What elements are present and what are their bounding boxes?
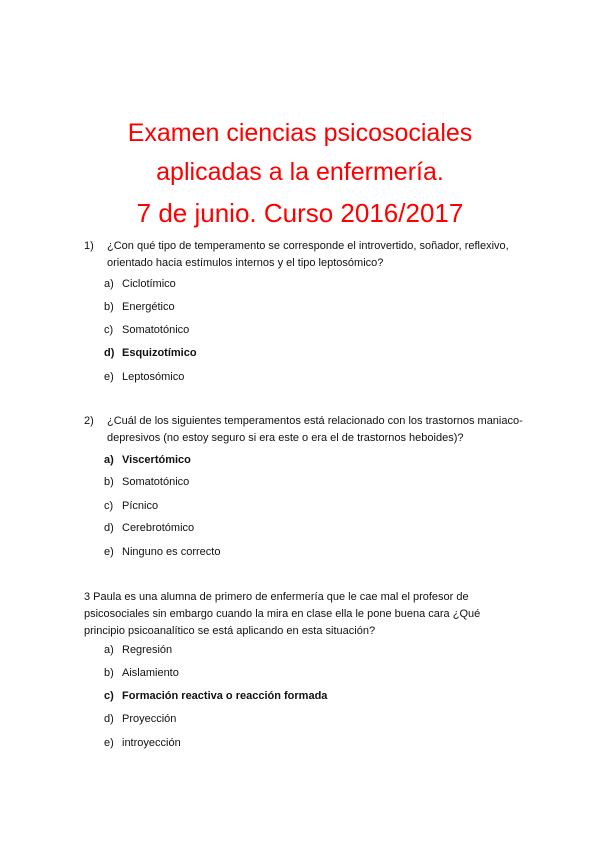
exam-title-line-2: aplicadas a la enfermería. bbox=[156, 158, 444, 186]
option-text: Formación reactiva o reacción formada bbox=[122, 690, 328, 702]
option-text: Somatotónico bbox=[122, 324, 190, 336]
question-3-option-e bbox=[104, 736, 181, 750]
option-text: Viscertómico bbox=[122, 454, 191, 466]
question-2-option-b bbox=[104, 475, 189, 489]
question-2-option-d bbox=[104, 521, 194, 535]
question-1-option-b bbox=[104, 300, 175, 314]
option-letter: b) bbox=[104, 476, 114, 488]
option-text: Energético bbox=[122, 301, 175, 313]
exam-title-line-3: 7 de junio. Curso 2016/2017 bbox=[136, 198, 464, 228]
question-1-option-e bbox=[104, 370, 184, 384]
exam-title-line-1: Examen ciencias psicosociales bbox=[127, 119, 473, 147]
option-letter: e) bbox=[104, 737, 114, 749]
question-3-option-b bbox=[104, 666, 179, 680]
option-letter: d) bbox=[104, 713, 114, 725]
option-text: Regresión bbox=[122, 644, 173, 656]
option-text: Ninguno es correcto bbox=[122, 546, 221, 558]
option-text: Somatotónico bbox=[122, 476, 190, 488]
question-1 bbox=[84, 238, 524, 272]
question-3-option-a bbox=[104, 643, 172, 657]
option-letter: c) bbox=[104, 690, 114, 702]
question-1-text: ¿Con qué tipo de temperamento se corresponde el introvertido, soñador, reflexivo, orientado hacia estímulos internos y el tipo leptosómico? bbox=[107, 240, 509, 269]
option-text: Leptosómico bbox=[122, 371, 185, 383]
question-2-number: 2) bbox=[84, 415, 94, 427]
option-letter: b) bbox=[104, 667, 114, 679]
option-letter: e) bbox=[104, 371, 114, 383]
question-2 bbox=[84, 413, 524, 447]
question-1-option-d bbox=[104, 346, 197, 360]
option-text: Esquizotímico bbox=[122, 347, 197, 359]
option-letter: c) bbox=[104, 324, 114, 336]
question-2-option-e bbox=[104, 545, 220, 559]
option-letter: b) bbox=[104, 301, 114, 313]
question-3-text: 3 Paula es una alumna de primero de enfermería que le cae mal el profesor de psicosociales sin embargo cuando la mira en clase ella le pone buena cara ¿Qué principio psicoanalítico se está aplicando en esta situación? bbox=[84, 591, 481, 637]
option-text: Cerebrotómico bbox=[122, 522, 195, 534]
option-text: Proyección bbox=[122, 713, 177, 725]
question-2-option-a bbox=[104, 453, 191, 467]
question-3-option-d bbox=[104, 712, 176, 726]
question-3-option-c bbox=[104, 689, 327, 703]
question-1-option-c bbox=[104, 323, 189, 337]
option-letter: a) bbox=[104, 454, 114, 466]
question-3 bbox=[84, 589, 524, 640]
option-text: Ciclotímico bbox=[122, 278, 176, 290]
option-letter: e) bbox=[104, 546, 114, 558]
option-letter: a) bbox=[104, 644, 114, 656]
option-text: Aislamiento bbox=[122, 667, 179, 679]
question-1-number: 1) bbox=[84, 240, 94, 252]
question-2-text: ¿Cuál de los siguientes temperamentos está relacionado con los trastornos maniaco-depresivos (no estoy seguro si era este o era el de trastornos heboides)? bbox=[107, 415, 523, 444]
option-letter: c) bbox=[104, 500, 114, 512]
option-text: Pícnico bbox=[122, 500, 159, 512]
question-1-option-a bbox=[104, 277, 176, 291]
option-letter: d) bbox=[104, 522, 114, 534]
option-text: introyección bbox=[122, 737, 181, 749]
option-letter: d) bbox=[104, 347, 115, 359]
option-letter: a) bbox=[104, 278, 114, 290]
question-2-option-c bbox=[104, 499, 158, 513]
